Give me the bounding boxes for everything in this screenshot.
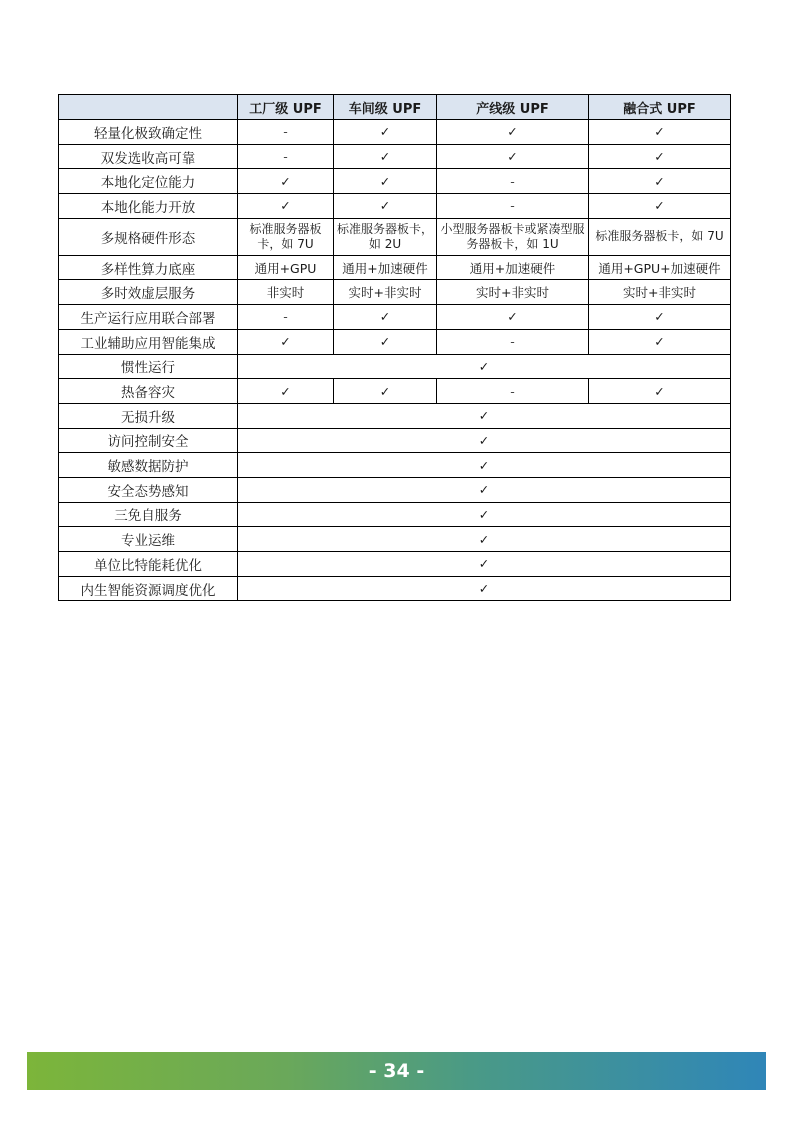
table-cell: 通用+GPU+加速硬件 <box>589 255 731 280</box>
table-row <box>59 329 731 354</box>
table-cell: ✓ <box>238 194 334 219</box>
merged-cell: ✓ <box>238 428 731 453</box>
feature-name: 敏感数据防护 <box>59 453 238 478</box>
table-cell: 非实时 <box>238 280 334 305</box>
feature-name: 工业辅助应用智能集成 <box>59 329 238 354</box>
table-cell: - <box>238 144 334 169</box>
feature-name: 多时效虚层服务 <box>59 280 238 305</box>
feature-name: 轻量化极致确定性 <box>59 120 238 145</box>
table-cell: ✓ <box>589 194 731 219</box>
table-cell: ✓ <box>334 379 437 404</box>
table-cell: ✓ <box>334 120 437 145</box>
merged-cell: ✓ <box>238 477 731 502</box>
table-cell: 小型服务器板卡或紧凑型服务器板卡，如 1U <box>437 218 589 255</box>
table-row <box>59 218 731 255</box>
feature-name: 单位比特能耗优化 <box>59 552 238 577</box>
table-cell: ✓ <box>334 169 437 194</box>
table-row <box>59 144 731 169</box>
feature-name: 内生智能资源调度优化 <box>59 576 238 601</box>
table-cell: 实时+非实时 <box>589 280 731 305</box>
table-cell: ✓ <box>334 144 437 169</box>
table-header-row <box>59 95 731 120</box>
table-body <box>59 120 731 601</box>
table-cell: ✓ <box>589 120 731 145</box>
merged-cell: ✓ <box>238 453 731 478</box>
upf-comparison-table <box>58 94 731 601</box>
table-cell: 标准服务器板卡，如 7U <box>238 218 334 255</box>
table-cell: ✓ <box>437 144 589 169</box>
table-row <box>59 428 731 453</box>
table-cell: 标准服务器板卡，如 7U <box>589 218 731 255</box>
feature-name: 多样性算力底座 <box>59 255 238 280</box>
feature-name: 双发选收高可靠 <box>59 144 238 169</box>
feature-name: 安全态势感知 <box>59 477 238 502</box>
table-cell: - <box>238 305 334 330</box>
table-cell: ✓ <box>589 329 731 354</box>
feature-name: 本地化定位能力 <box>59 169 238 194</box>
table-row <box>59 354 731 379</box>
merged-cell: ✓ <box>238 403 731 428</box>
table-row <box>59 379 731 404</box>
table-cell: - <box>437 329 589 354</box>
table-cell: ✓ <box>437 120 589 145</box>
table-row <box>59 576 731 601</box>
header-factory-upf: 工厂级 UPF <box>238 95 334 120</box>
table-row <box>59 403 731 428</box>
merged-cell: ✓ <box>238 354 731 379</box>
table-cell: - <box>437 194 589 219</box>
feature-name: 本地化能力开放 <box>59 194 238 219</box>
header-converged-upf: 融合式 UPF <box>589 95 731 120</box>
table-cell: ✓ <box>238 169 334 194</box>
feature-name: 三免自服务 <box>59 502 238 527</box>
merged-cell: ✓ <box>238 502 731 527</box>
table-cell: ✓ <box>334 305 437 330</box>
merged-cell: ✓ <box>238 552 731 577</box>
table-row <box>59 453 731 478</box>
table-row <box>59 194 731 219</box>
header-corner <box>59 95 238 120</box>
table-cell: ✓ <box>334 194 437 219</box>
table-row <box>59 527 731 552</box>
table-cell: ✓ <box>589 144 731 169</box>
table-cell: 通用+加速硬件 <box>334 255 437 280</box>
table-cell: ✓ <box>589 305 731 330</box>
table-cell: ✓ <box>589 169 731 194</box>
header-workshop-upf: 车间级 UPF <box>334 95 437 120</box>
merged-cell: ✓ <box>238 527 731 552</box>
table-cell: ✓ <box>334 329 437 354</box>
footer-bar <box>27 1052 766 1090</box>
feature-name: 无损升级 <box>59 403 238 428</box>
table-cell: 通用+加速硬件 <box>437 255 589 280</box>
table-cell: - <box>437 169 589 194</box>
table-cell: - <box>238 120 334 145</box>
table-row <box>59 120 731 145</box>
table-cell: 实时+非实时 <box>334 280 437 305</box>
table-cell: ✓ <box>238 379 334 404</box>
feature-name: 生产运行应用联合部署 <box>59 305 238 330</box>
table-cell: ✓ <box>437 305 589 330</box>
table-cell: 通用+GPU <box>238 255 334 280</box>
table-cell: 实时+非实时 <box>437 280 589 305</box>
table-row <box>59 169 731 194</box>
table-row <box>59 477 731 502</box>
feature-name: 多规格硬件形态 <box>59 218 238 255</box>
page-number: - 34 - <box>368 1060 425 1082</box>
table-cell: 标准服务器板卡，如 2U <box>334 218 437 255</box>
table-row <box>59 255 731 280</box>
table-row <box>59 502 731 527</box>
header-line-upf: 产线级 UPF <box>437 95 589 120</box>
feature-name: 访问控制安全 <box>59 428 238 453</box>
table-cell: - <box>437 379 589 404</box>
feature-name: 专业运维 <box>59 527 238 552</box>
table-cell: ✓ <box>589 379 731 404</box>
table-row <box>59 280 731 305</box>
table-row <box>59 305 731 330</box>
feature-name: 热备容灾 <box>59 379 238 404</box>
merged-cell: ✓ <box>238 576 731 601</box>
feature-name: 惯性运行 <box>59 354 238 379</box>
table-row <box>59 552 731 577</box>
table-cell: ✓ <box>238 329 334 354</box>
